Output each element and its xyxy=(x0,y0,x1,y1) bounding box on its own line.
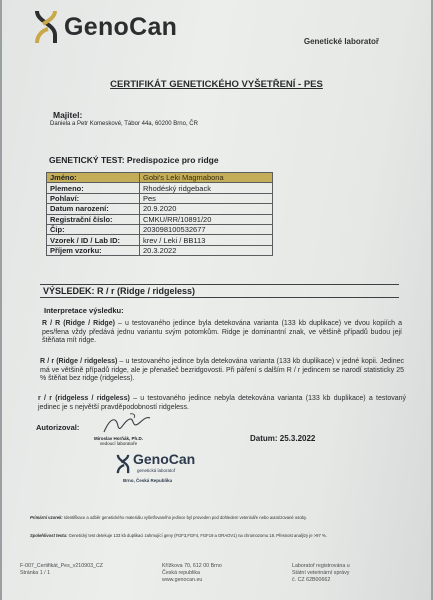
stamp-name: GenoCan xyxy=(133,451,196,467)
interpretation-rr-ridgeless xyxy=(38,395,406,412)
row-value: 20.9.2020 xyxy=(140,204,273,214)
interpretation-rr-homozygous xyxy=(42,320,402,346)
row-value: Pes xyxy=(140,193,273,203)
row-key: Plemeno: xyxy=(47,183,140,193)
lab-stamp xyxy=(115,451,225,501)
registration-line-1: Laboratoř registrována u xyxy=(292,563,350,569)
table-row xyxy=(47,173,273,183)
dog-info-table xyxy=(46,172,273,256)
row-value: Gobi's Leki Magmabona xyxy=(140,173,273,183)
row-key: Čip: xyxy=(47,224,140,234)
row-key: Příjem vzorku: xyxy=(47,245,140,255)
handwritten-signature xyxy=(100,410,160,438)
stamp-city: Brno, Česká Republika xyxy=(123,478,173,483)
table-row xyxy=(47,235,273,245)
row-key: Vzorek / ID / Lab ID: xyxy=(47,235,140,245)
certificate-title: CERTIFIKÁT GENETICKÉHO VYŠETŘENÍ - PES xyxy=(110,79,323,90)
owner-value: Daniela a Petr Komeskové, Tábor 44a, 60200 Brno, ČR xyxy=(50,121,198,127)
table-row xyxy=(47,183,273,193)
document-id: F-007_Certifikát_Pes_v210903_CZ xyxy=(20,563,104,569)
stamp-subtitle: genetická laboratoř xyxy=(137,468,176,473)
row-value: Rhodéský ridgeback xyxy=(140,183,273,193)
table-row xyxy=(47,204,273,214)
row-key: Registrační číslo: xyxy=(47,214,140,224)
test-name: GENETICKÝ TEST: Predispozice pro ridge xyxy=(49,155,219,165)
address-street: Křížkova 70, 612 00 Brno xyxy=(162,563,222,569)
page-number: Stránka 1 / 1 xyxy=(20,570,51,576)
footnote-text: Genetický test detekuje 133 kb duplikaci zahrnující geny (FGF3,FGF4, FGF19 a ORAOV1) na chromozomu 18. Přesnost analýzy je >97 %. xyxy=(67,533,327,538)
row-value: CMKU/RR/10891/20 xyxy=(140,214,273,224)
table-row xyxy=(47,193,273,203)
footnote-label: Spolehlivost testu: xyxy=(30,533,68,538)
footer-doc-info xyxy=(20,563,103,577)
lab-header: Genetické laboratoř xyxy=(303,37,379,46)
footnote-text: Identifikace a odběr genetického materiálu vyšetřovaného jedince byl proveden pod dohledem veterináře nebo autorizované osoby. xyxy=(62,515,307,520)
footer-registration xyxy=(292,563,350,584)
registration-line-2: Státní veterinární správy xyxy=(292,570,350,576)
genotype-description: – u testovaného jedince byla detekována varianta (133 kb duplikace) v jedné kopii. Jedinec má ve většině případů ridge, ale je přenašeč bezridgovosti. Při páření s dalším R / r jedincem se narodí statisticky 25 % štěňat bez ridge (ridgeless). xyxy=(40,358,404,383)
row-key: Jméno: xyxy=(47,173,140,183)
row-key: Datum narození: xyxy=(47,204,140,214)
signer-role: vedoucí laboratoře xyxy=(99,441,138,446)
row-value: 203098100532677 xyxy=(140,224,273,234)
genotype-description: – u testovaného jedince byla detekována varianta (133 kb duplikace) ve dvou kopiích a pes/fena vždy předává jednu variantu svým potomkům. Ridge je dominantní znak, ve většině případů budou její štěňata mít ridge. xyxy=(42,320,403,345)
dna-logo-icon xyxy=(32,10,60,44)
genocan-logo xyxy=(32,8,202,48)
table-row xyxy=(47,214,273,224)
footer-address xyxy=(162,563,222,584)
signer-block xyxy=(94,436,143,446)
certificate-date: Datum: 25.3.2022 xyxy=(250,434,316,443)
footnote-primary-sample xyxy=(30,515,400,521)
owner-label: Majitel: xyxy=(53,110,83,120)
genotype-label: R / r (Ridge / ridgeless) xyxy=(40,358,118,365)
certificate-page xyxy=(2,0,431,600)
row-value: krev / Leki / BB113 xyxy=(140,235,273,245)
row-key: Pohlaví: xyxy=(47,193,140,203)
signer-name: Miroslav Horňák, Ph.D. xyxy=(94,436,144,441)
footnote-reliability xyxy=(30,533,400,539)
result-box xyxy=(40,284,399,298)
genotype-label: r / r (ridgeless / ridgeless) xyxy=(38,395,130,402)
authorized-label: Autorizoval: xyxy=(36,423,80,432)
row-value: 20.3.2022 xyxy=(140,245,273,255)
website: www.genocan.eu xyxy=(162,577,203,583)
genotype-label: R / R (Ridge / Ridge) xyxy=(42,320,115,327)
registration-line-3: č. CZ 62B00662 xyxy=(292,577,331,583)
dna-stamp-icon xyxy=(115,454,131,474)
brand-name: GenoCan xyxy=(64,13,178,41)
result-text: VÝSLEDEK: R / r (Ridge / ridgeless) xyxy=(43,286,196,296)
address-country: Česká republika xyxy=(162,570,200,576)
interpretation-rr-heterozygous xyxy=(40,358,404,384)
table-row xyxy=(47,245,273,255)
genotype-description: – u testovaného jedince nebyla detekována varianta (133 kb duplikace) a testovaný jedinec je s největší pravděpodobností ridgeless. xyxy=(38,395,407,411)
footnote-label: Primární vzorek: xyxy=(30,515,63,520)
interpretation-heading: Interpretace výsledku: xyxy=(44,306,124,315)
table-row xyxy=(47,224,273,234)
